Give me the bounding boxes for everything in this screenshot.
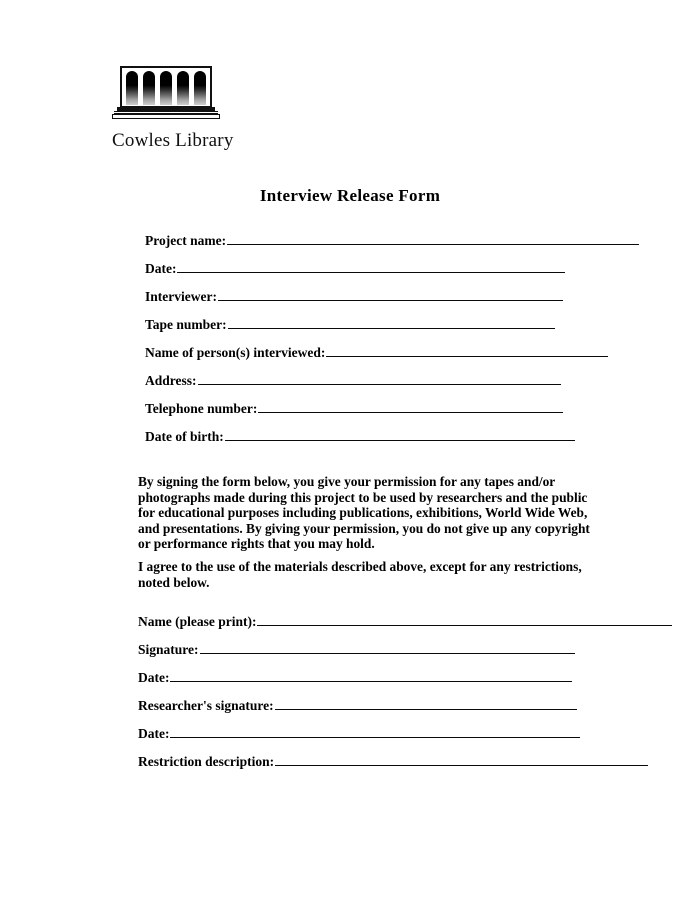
detail-field-label: Telephone number: (145, 401, 258, 416)
detail-field-label: Address: (145, 373, 197, 388)
signature-field-row (138, 753, 700, 781)
detail-field-row (145, 260, 700, 288)
detail-field-input[interactable] (218, 289, 563, 301)
logo-column (160, 71, 172, 105)
signature-field-label: Restriction description: (138, 754, 275, 769)
interview-details-fieldset (145, 232, 700, 456)
signature-field-input[interactable] (275, 698, 577, 710)
permission-paragraph: By signing the form below, you give your permission for any tapes and/or photographs made during this project to be used by researchers and the public for educational purposes including publications, exhibitions, World Wide Web, and presentations. By giving your permission, you do not give up any copyright or performance rights that you may hold. (138, 474, 590, 552)
signature-field-input[interactable] (257, 614, 672, 626)
detail-field-input[interactable] (227, 233, 639, 245)
detail-field-row (145, 232, 700, 260)
signature-field-row (138, 613, 700, 641)
detail-field-row (145, 400, 700, 428)
signature-fieldset (138, 613, 700, 781)
detail-field-input[interactable] (258, 401, 563, 413)
detail-field-label: Tape number: (145, 317, 227, 332)
detail-field-input[interactable] (225, 429, 575, 441)
letterhead-logo (112, 66, 322, 152)
detail-field-label: Name of person(s) interviewed: (145, 345, 326, 360)
signature-field-row (138, 641, 700, 669)
signature-field-input[interactable] (200, 642, 575, 654)
signature-field-input[interactable] (170, 726, 580, 738)
detail-field-input[interactable] (177, 261, 565, 273)
organization-name: Cowles Library (112, 130, 234, 151)
detail-field-label: Date: (145, 261, 177, 276)
detail-field-row (145, 316, 700, 344)
detail-field-row (145, 428, 700, 456)
signature-field-row (138, 725, 700, 753)
detail-field-input[interactable] (326, 345, 608, 357)
detail-field-input[interactable] (198, 373, 561, 385)
signature-field-label: Researcher's signature: (138, 698, 274, 713)
signature-field-label: Signature: (138, 642, 199, 657)
detail-field-label: Project name: (145, 233, 227, 248)
signature-field-label: Name (please print): (138, 614, 257, 629)
logo-plinth-bottom (112, 114, 220, 119)
logo-column (143, 71, 155, 105)
page-title: Interview Release Form (259, 186, 441, 205)
detail-field-row (145, 344, 700, 372)
detail-field-input[interactable] (228, 317, 555, 329)
signature-field-input[interactable] (170, 670, 572, 682)
library-colonnade-icon (120, 66, 216, 122)
detail-field-label: Interviewer: (145, 289, 217, 304)
signature-field-row (138, 697, 700, 725)
logo-columns-group (124, 71, 208, 107)
signature-field-label: Date: (138, 726, 170, 741)
logo-column (177, 71, 189, 105)
signature-field-label: Date: (138, 670, 170, 685)
detail-field-row (145, 288, 700, 316)
detail-field-row (145, 372, 700, 400)
logo-column (194, 71, 206, 105)
signature-field-row (138, 669, 700, 697)
agreement-paragraph: I agree to the use of the materials described above, except for any restrictions, noted below. (138, 559, 582, 590)
signature-field-input[interactable] (275, 754, 648, 766)
detail-field-label: Date of birth: (145, 429, 224, 444)
logo-column (126, 71, 138, 105)
